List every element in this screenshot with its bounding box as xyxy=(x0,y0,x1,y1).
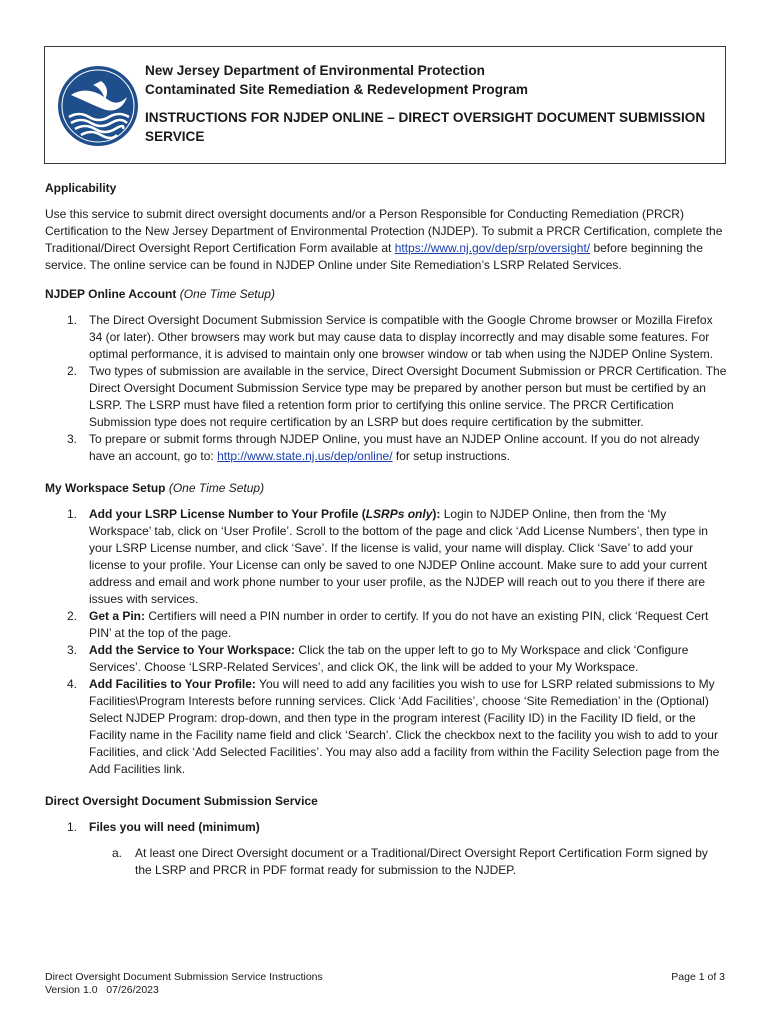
list-item: 1. The Direct Oversight Document Submission Service is compatible with the Google Chrome browser or Mozilla Firefox 34 (or later). Other browsers may work but may cause data to display incorrectly and may disable some features. For optimal performance, it is advised to maintain only one browser window or tab when using the NJDEP Online System. xyxy=(67,313,714,361)
oversight-link[interactable]: https://www.nj.gov/dep/srp/oversight/ xyxy=(394,241,591,255)
njdep-logo-icon xyxy=(57,65,139,147)
org-name: New Jersey Department of Environmental Protection xyxy=(145,63,485,78)
account-heading: NJDEP Online Account (One Time Setup) xyxy=(45,287,275,301)
page-number: Page 1 of 3 xyxy=(671,971,725,983)
footer-version: Version 1.0 07/26/2023 xyxy=(45,984,159,996)
list-item: 2. Get a Pin: Certifiers will need a PIN number in order to certify. If you do not have an existing PIN, click ‘Request Cert PIN’ at the top of the page. xyxy=(67,609,709,640)
list-item: 3. To prepare or submit forms through NJDEP Online, you must have an NJDEP Online account. If you do not already have an account, go to: http://www.state.nj.us/dep/online/ for setup instructions. xyxy=(67,432,700,463)
applicability-paragraph: Use this service to submit direct oversight documents and/or a Person Responsible for Conducting Remediation (PRCR) Certification to the New Jersey Department of Environmental Protection (NJDEP). To submit a PRCR Certification, complete the Traditional/Direct Oversight Report Certification Form available at https://www.nj.gov/dep/srp/oversight/ before beginning the service. The online service can be found in NJDEP Online under Site Remediation’s LSRP Related Services. xyxy=(45,207,723,272)
account-list xyxy=(45,312,727,465)
list-item: 3. Add the Service to Your Workspace: Click the tab on the upper left to go to My Workspace and click ‘Configure Services’. Choose ‘LSRP-Related Services’, and click OK, the link will be added to your My Workspace. xyxy=(67,643,689,674)
workspace-list xyxy=(45,506,727,778)
document-title: INSTRUCTIONS FOR NJDEP ONLINE – DIRECT OVERSIGHT DOCUMENT SUBMISSION SERVICE xyxy=(145,110,706,144)
workspace-heading: My Workspace Setup (One Time Setup) xyxy=(45,481,265,495)
list-item: 2. Two types of submission are available in the service, Direct Oversight Document Submission or PRCR Certification. The Direct Oversight Document Submission Service type may be prepared by another person but must be certified by an LSRP. The LSRP must have filed a retention form prior to certifying this online service. The PRCR Certification Submission type does not require certification by an LSRP but does require certification by the submitter. xyxy=(67,364,727,429)
document-body xyxy=(45,180,727,879)
list-item: 4. Add Facilities to Your Profile: You will need to add any facilities you wish to use for LSRP related submissions to My Facilities\Program Interests before running services. Click ‘Add Facilities’, choose ‘Site Remediation’ in the (Optional) Select NJDEP Program: drop-down, and then type in the program interest (Facility ID) in the Facility ID field, or the Facility name in the Facility name field and click ‘Search’. Click the checkbox next to the facility you wish to add to your Facilities, and click ‘Add Selected Facilities’. You may also add a facility from within the Facility Selection page from the Add Facilities link. xyxy=(67,677,720,776)
header-box xyxy=(44,46,726,164)
program-name: Contaminated Site Remediation & Redevelopment Program xyxy=(145,82,528,97)
njdep-online-link[interactable]: http://www.state.nj.us/dep/online/ xyxy=(217,449,393,463)
list-item: a. At least one Direct Oversight document or a Traditional/Direct Oversight Report Certification Form signed by the LSRP and PRCR in PDF format ready for submission to the NJDEP. xyxy=(112,846,708,877)
submission-list xyxy=(45,819,727,836)
submission-heading: Direct Oversight Document Submission Service xyxy=(45,794,318,808)
submission-sublist xyxy=(45,845,727,879)
list-item: 1. Files you will need (minimum) xyxy=(67,820,260,834)
footer-doc-name: Direct Oversight Document Submission Service Instructions xyxy=(45,971,323,983)
footer-info xyxy=(45,971,323,997)
applicability-heading: Applicability xyxy=(45,181,117,195)
list-item: 1. Add your LSRP License Number to Your Profile (LSRPs only): Login to NJDEP Online, then from the ‘My Workspace’ tab, click on ‘User Profile’. Scroll to the bottom of the page and click ‘Add License Numbers’, then type in your LSRP License number, and click ‘Save’. If the license is valid, your name will display. Click ‘Save’ to add your license to your profile. Your License can only be saved to one NJDEP Online account. Make sure to add your current address and email and work phone number to your user profile, as the NJDEP will reach out to you there if there are issues with services. xyxy=(67,507,708,606)
